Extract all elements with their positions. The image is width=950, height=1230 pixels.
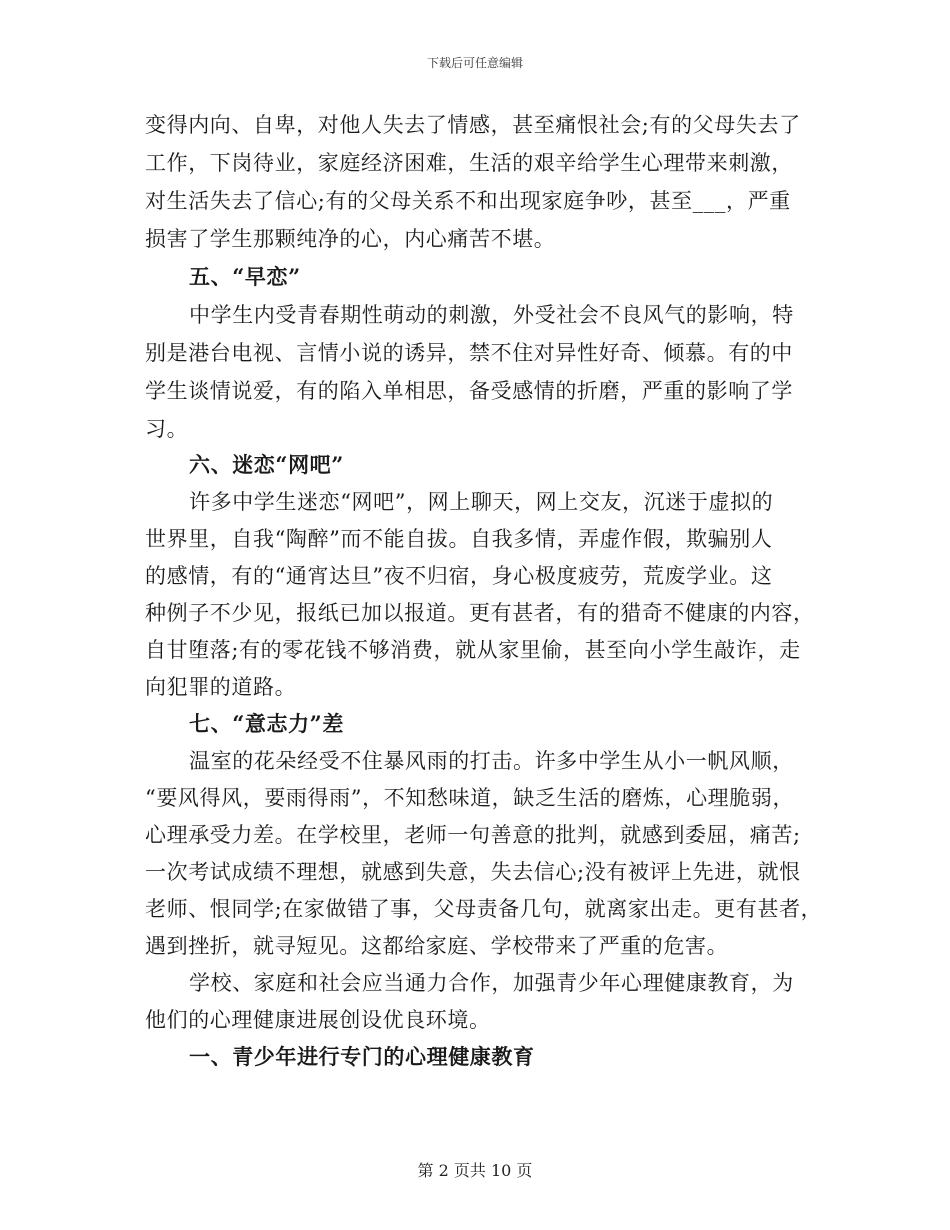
paragraph-line: 学生谈情说爱，有的陷入单相思，备受感情的折磨，严重的影响了学 (145, 379, 793, 403)
paragraph-line: 许多中学生迷恋“网吧”，网上聊天，网上交友，沉迷于虚拟的 (189, 490, 774, 514)
paragraph-line: 遇到挫折，就寻短见。这都给家庭、学校带来了严重的危害。 (145, 934, 729, 958)
section-heading-7: 七、“意志力”差 (189, 711, 344, 736)
page-footer: 第 2 页共 10 页 (417, 1161, 533, 1180)
paragraph-line: 温室的花朵经受不住暴风雨的打击。许多中学生从小一帆风顺， (189, 749, 794, 773)
paragraph-line: 习。 (145, 417, 189, 441)
page-header: 下载后可任意编辑 (426, 56, 523, 70)
section-heading-5: 五、“早恋” (189, 264, 301, 289)
paragraph-line: 向犯罪的道路。 (145, 675, 297, 699)
paragraph-line: 心理承受力差。在学校里，老师一句善意的批判，就感到委屈，痛苦; (145, 823, 801, 847)
paragraph-line: 世界里，自我“陶醉”而不能自拔。自我多情，弄虚作假，欺骗别人 (145, 527, 773, 551)
section-heading-6: 六、迷恋“网吧” (189, 452, 344, 477)
paragraph-line: 对生活失去了信心;有的父母关系不和出现家庭争吵，甚至___，严重 (145, 189, 791, 213)
paragraph-line: “要风得风，要雨得雨”，不知愁味道，缺乏生活的磨炼，心理脆弱， (145, 786, 795, 810)
paragraph-line: 的感情，有的“通宵达旦”夜不归宿，身心极度疲劳，荒废学业。这 (145, 564, 773, 588)
paragraph-line: 一次考试成绩不理想，就感到失意，失去信心;没有被评上先进，就恨 (145, 860, 801, 884)
paragraph-line: 别是港台电视、言情小说的诱异，禁不住对异性好奇、倾慕。有的中 (145, 341, 793, 365)
paragraph-line: 中学生内受青春期性萌动的刺激，外受社会不良风气的影响，特 (189, 303, 794, 327)
paragraph-line: 自甘堕落;有的零花钱不够消费，就从家里偷，甚至向小学生敲诈，走 (145, 638, 801, 662)
paragraph-line: 损害了学生那颗纯净的心，内心痛苦不堪。 (145, 227, 556, 251)
paragraph-line: 工作，下岗待业，家庭经济困难，生活的艰辛给学生心理带来刺激， (145, 151, 793, 175)
section-heading-1: 一、青少年进行专门的心理健康教育 (189, 1044, 535, 1069)
paragraph-line: 学校、家庭和社会应当通力合作，加强青少年心理健康教育，为 (189, 971, 794, 995)
paragraph-line: 他们的心理健康进展创设优良环境。 (145, 1008, 491, 1032)
paragraph-line: 老师、恨同学;在家做错了事，父母责备几句，就离家出走。更有甚者， (145, 897, 823, 921)
paragraph-line: 变得内向、自卑，对他人失去了情感，甚至痛恨社会;有的父母失去了 (145, 113, 801, 137)
paragraph-line: 种例子不少见，报纸已加以报道。更有甚者，有的猎奇不健康的内容， (145, 601, 815, 625)
